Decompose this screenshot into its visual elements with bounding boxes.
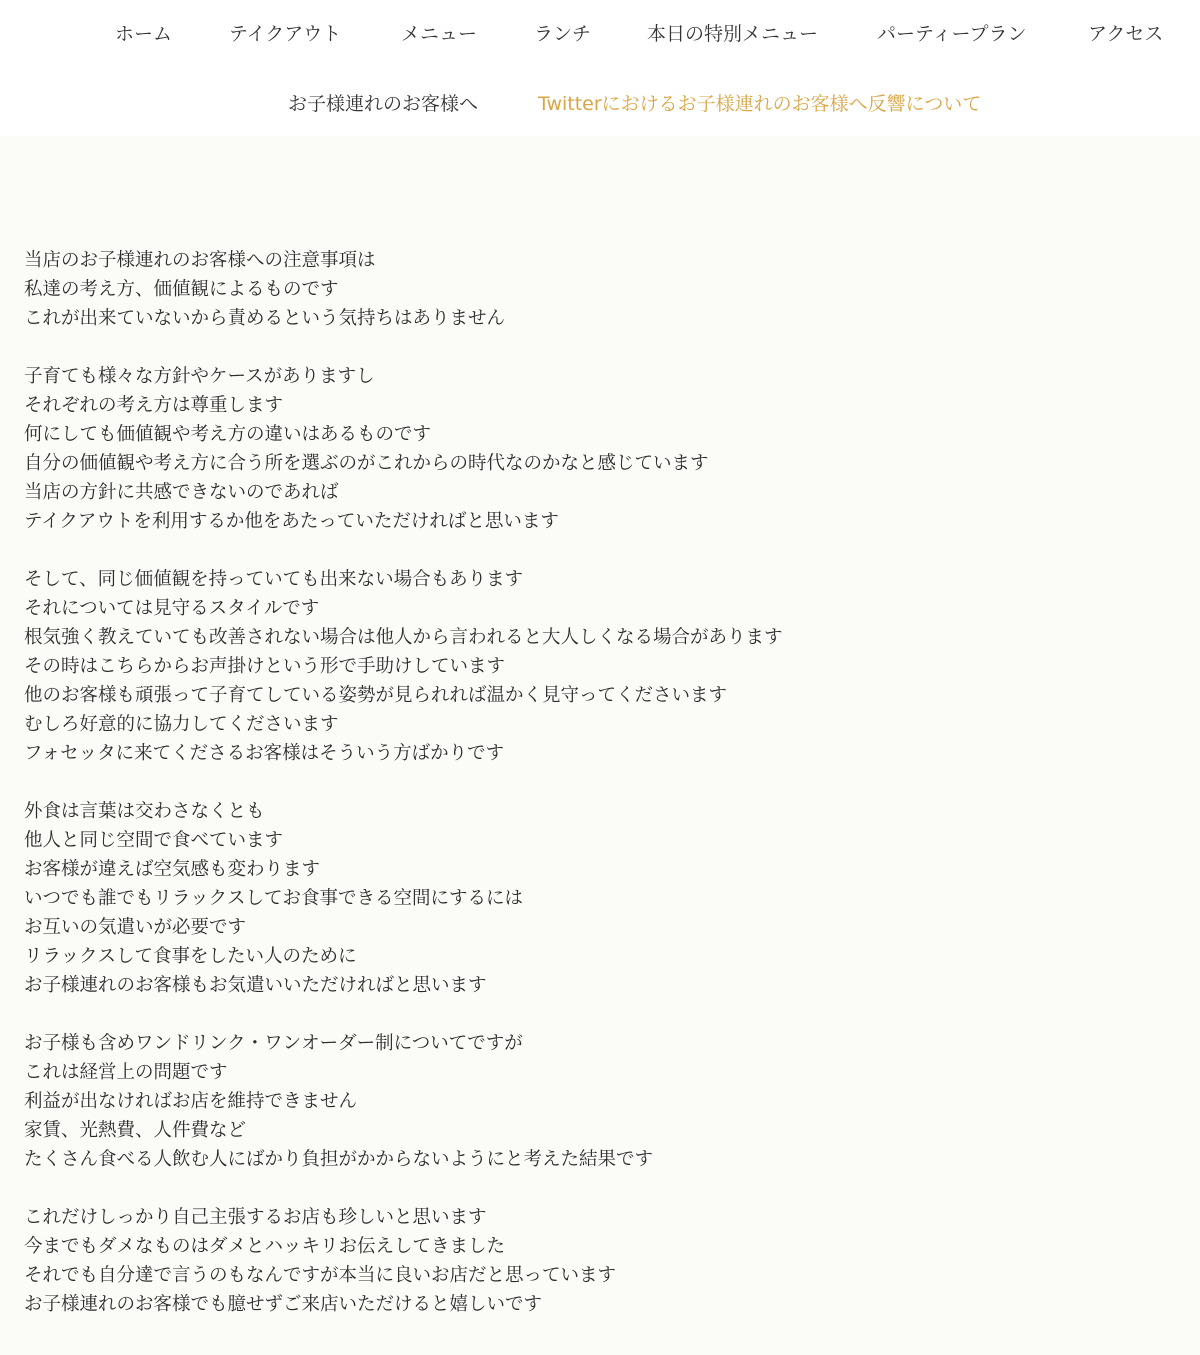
nav-item-takeout[interactable]: テイクアウト bbox=[229, 23, 342, 45]
text-line: いつでも誰でもリラックスしてお食事できる空間にするには bbox=[24, 888, 523, 909]
nav-item-families-with-children[interactable]: お子様連れのお客様へ bbox=[288, 93, 479, 115]
text-line: 家賃、光熱費、人件費など bbox=[24, 1120, 247, 1141]
paragraph bbox=[24, 246, 1174, 333]
nav-item-home[interactable]: ホーム bbox=[115, 23, 173, 45]
nav-item-lunch[interactable]: ランチ bbox=[534, 23, 592, 45]
text-line: お子様も含めワンドリンク・ワンオーダー制についてですが bbox=[24, 1033, 523, 1054]
nav-item-todays-special[interactable]: 本日の特別メニュー bbox=[647, 23, 819, 45]
text-line: お子様連れのお客様もお気遣いいただければと思います bbox=[24, 975, 487, 996]
paragraph bbox=[24, 1029, 1174, 1174]
text-line: 利益が出なければお店を維持できません bbox=[24, 1091, 358, 1112]
nav-item-menu[interactable]: メニュー bbox=[401, 23, 478, 45]
text-line: フォセッタに来てくださるお客様はそういう方ばかりです bbox=[24, 743, 505, 764]
text-line: それについては見守るスタイルです bbox=[24, 598, 320, 619]
text-line: これは経営上の問題です bbox=[24, 1062, 228, 1083]
top-navigation bbox=[0, 0, 1200, 136]
text-line: 外食は言葉は交わさなくとも bbox=[24, 801, 265, 822]
text-line: これが出来ていないから責めるという気持ちはありません bbox=[24, 308, 506, 329]
text-line: リラックスして食事をしたい人のために bbox=[24, 946, 357, 967]
text-line: お互いの気遣いが必要です bbox=[24, 917, 247, 938]
text-line: 当店のお子様連れのお客様への注意事項は bbox=[24, 250, 376, 271]
nav-item-access[interactable]: アクセス bbox=[1088, 23, 1164, 45]
paragraph bbox=[24, 565, 1174, 768]
nav-item-twitter-response[interactable]: Twitterにおけるお子様連れのお客様へ反響について bbox=[538, 93, 982, 115]
text-line: それぞれの考え方は尊重します bbox=[24, 395, 284, 416]
text-line: 何にしても価値観や考え方の違いはあるものです bbox=[24, 424, 432, 445]
text-line: 私達の考え方、価値観によるものです bbox=[24, 279, 339, 300]
text-line: 他のお客様も頑張って子育てしている姿勢が見られれば温かく見守ってくださいます bbox=[24, 685, 728, 706]
text-line: 自分の価値観や考え方に合う所を選ぶのがこれからの時代なのかなと感じています bbox=[24, 453, 709, 474]
text-line: 当店の方針に共感できないのであれば bbox=[24, 482, 339, 503]
text-line: たくさん食べる人飲む人にばかり負担がかからないようにと考えた結果です bbox=[24, 1149, 654, 1170]
paragraph bbox=[24, 1203, 1174, 1319]
text-line: お子様連れのお客様でも臆せずご来店いただけると嬉しいです bbox=[24, 1294, 543, 1315]
text-line: 子育ても様々な方針やケースがありますし bbox=[24, 366, 375, 387]
paragraph bbox=[24, 362, 1174, 536]
text-line: それでも自分達で言うのもなんですが本当に良いお店だと思っています bbox=[24, 1265, 617, 1286]
text-line: そして、同じ価値観を持っていても出来ない場合もあります bbox=[24, 569, 524, 590]
main-content bbox=[24, 246, 1174, 1348]
nav-item-party-plan[interactable]: パーティープラン bbox=[877, 23, 1027, 45]
text-line: 他人と同じ空間で食べています bbox=[24, 830, 284, 851]
text-line: お客様が違えば空気感も変わります bbox=[24, 859, 321, 880]
text-line: テイクアウトを利用するか他をあたっていただければと思います bbox=[24, 511, 559, 532]
text-line: 今までもダメなものはダメとハッキリお伝えしてきました bbox=[24, 1236, 506, 1257]
text-line: 根気強く教えていても改善されない場合は他人から言われると大人しくなる場合があります bbox=[24, 627, 783, 648]
paragraph bbox=[24, 797, 1174, 1000]
text-line: その時はこちらからお声掛けという形で手助けしています bbox=[24, 656, 506, 677]
text-line: むしろ好意的に協力してくださいます bbox=[24, 714, 339, 735]
text-line: これだけしっかり自己主張するお店も珍しいと思います bbox=[24, 1207, 487, 1228]
